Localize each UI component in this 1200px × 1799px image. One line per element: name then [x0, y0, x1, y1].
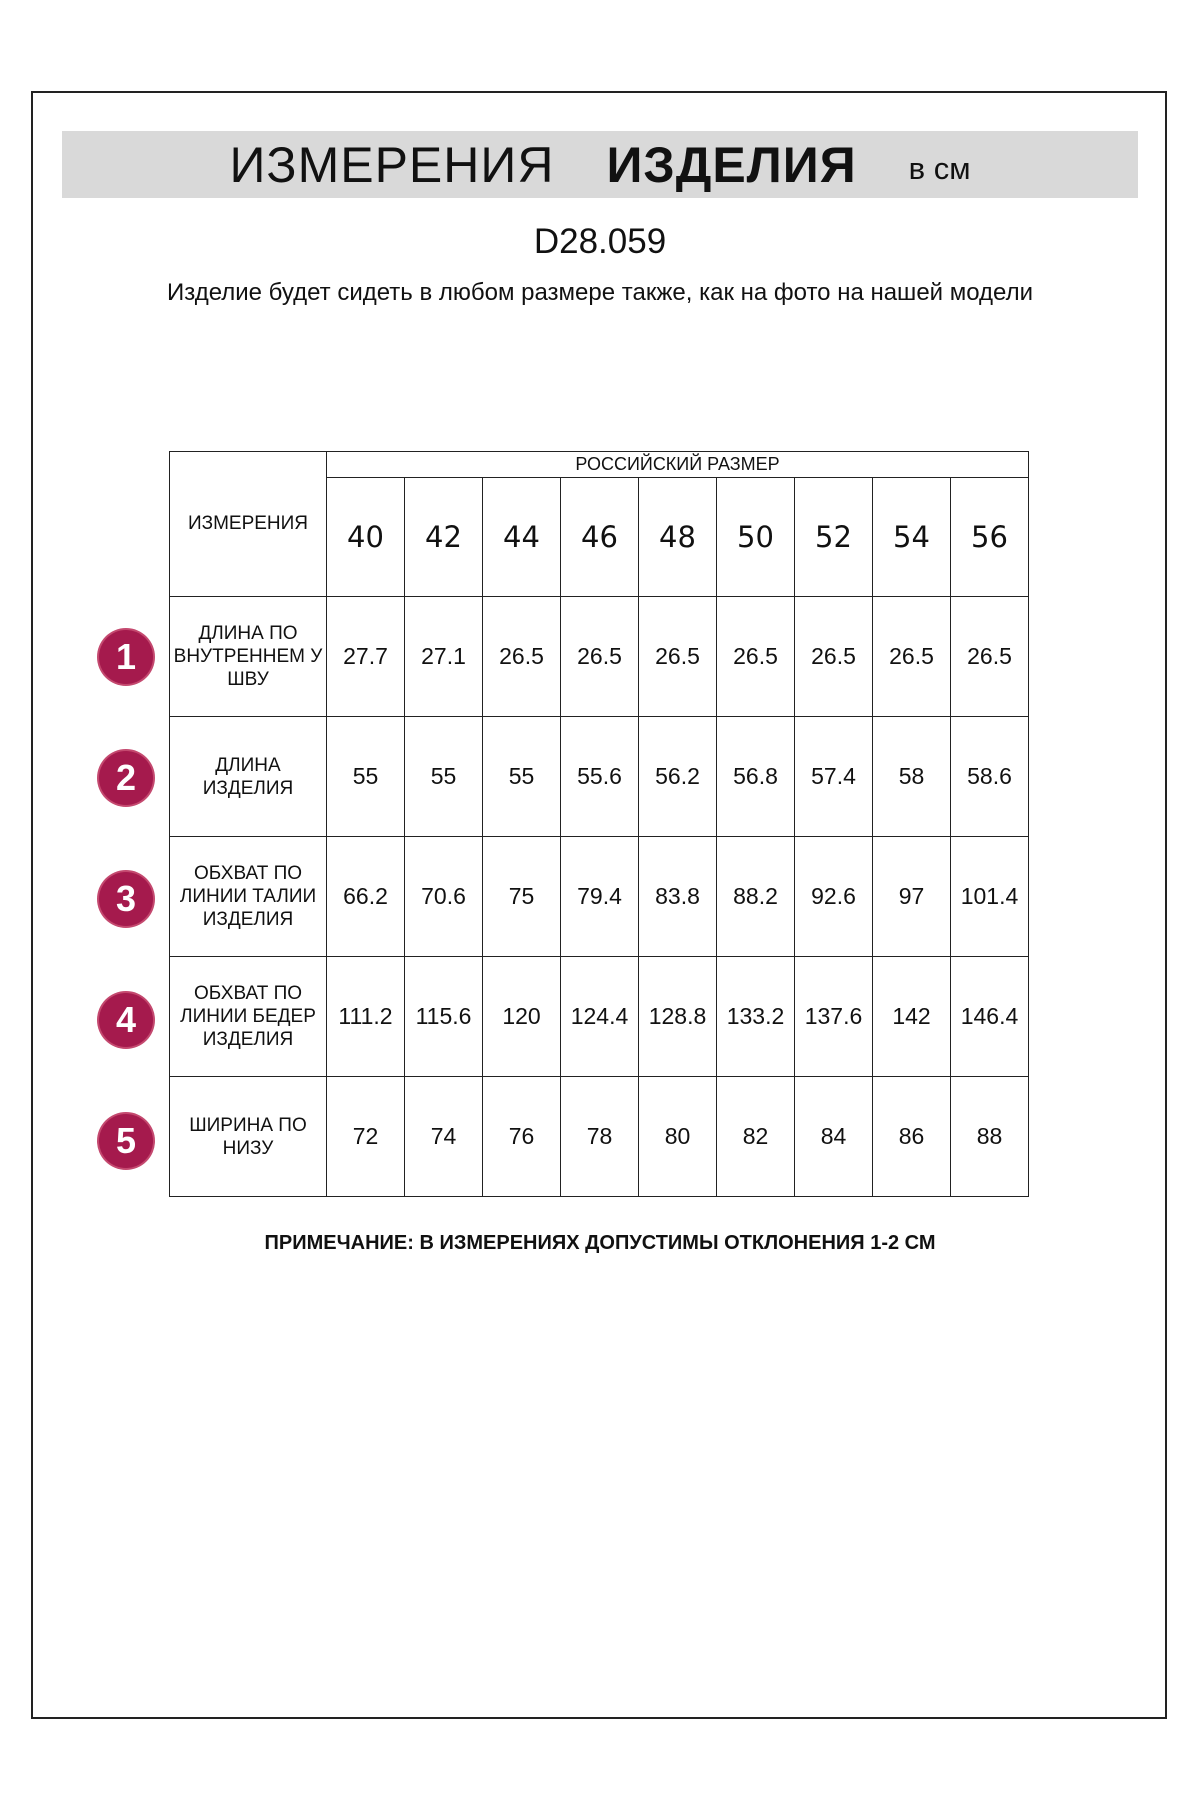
table-cell: 70.6: [405, 837, 483, 957]
table-cell: 120: [483, 957, 561, 1077]
size-header: 52: [795, 478, 873, 597]
table-cell: 78: [561, 1077, 639, 1197]
table-cell: 97: [873, 837, 951, 957]
table-cell: 58: [873, 717, 951, 837]
table-cell: 55.6: [561, 717, 639, 837]
row-label: ДЛИНА ИЗДЕЛИЯ: [170, 717, 327, 837]
product-code: D28.059: [533, 222, 667, 261]
measurements-header: ИЗМЕРЕНИЯ: [170, 452, 327, 597]
table-cell: 26.5: [951, 597, 1029, 717]
title-banner: [62, 131, 1138, 198]
row-number-badge: 3: [99, 872, 153, 926]
table-cell: 88.2: [717, 837, 795, 957]
table-cell: 146.4: [951, 957, 1029, 1077]
table-cell: 124.4: [561, 957, 639, 1077]
table-cell: 80: [639, 1077, 717, 1197]
table-cell: 101.4: [951, 837, 1029, 957]
table-cell: 82: [717, 1077, 795, 1197]
table-row: [170, 837, 1029, 957]
table-cell: 133.2: [717, 957, 795, 1077]
size-header: 48: [639, 478, 717, 597]
table-cell: 55: [405, 717, 483, 837]
size-header: 42: [405, 478, 483, 597]
table-cell: 58.6: [951, 717, 1029, 837]
row-number-badge: 1: [99, 630, 153, 684]
table-row: [170, 957, 1029, 1077]
table-cell: 142: [873, 957, 951, 1077]
table-cell: 26.5: [717, 597, 795, 717]
table-row: [170, 717, 1029, 837]
footnote: ПРИМЕЧАНИЕ: В ИЗМЕРЕНИЯХ ДОПУСТИМЫ ОТКЛОНЕНИЯ 1-2 СМ: [264, 1232, 936, 1254]
size-table: [169, 451, 1029, 1197]
table-cell: 88: [951, 1077, 1029, 1197]
table-cell: 27.1: [405, 597, 483, 717]
table-cell: 26.5: [795, 597, 873, 717]
size-header: 40: [327, 478, 405, 597]
title-part-2: ИЗДЕЛИЯ: [606, 136, 857, 193]
size-group-header: РОССИЙСКИЙ РАЗМЕР: [327, 452, 1029, 478]
fit-note: Изделие будет сидеть в любом размере также, как на фото на нашей модели: [166, 279, 1034, 306]
row-number-badge: 5: [99, 1114, 153, 1168]
table-row: [170, 1077, 1029, 1197]
size-header: 50: [717, 478, 795, 597]
table-cell: 26.5: [561, 597, 639, 717]
size-header: 46: [561, 478, 639, 597]
table-cell: 26.5: [873, 597, 951, 717]
table-cell: 55: [483, 717, 561, 837]
table-cell: 86: [873, 1077, 951, 1197]
table-cell: 27.7: [327, 597, 405, 717]
table-cell: 72: [327, 1077, 405, 1197]
size-header: 56: [951, 478, 1029, 597]
title-unit: в см: [908, 150, 971, 186]
table-cell: 84: [795, 1077, 873, 1197]
table-cell: 26.5: [483, 597, 561, 717]
table-cell: 137.6: [795, 957, 873, 1077]
row-number-badge: 4: [99, 993, 153, 1047]
table-cell: 56.2: [639, 717, 717, 837]
table-cell: 111.2: [327, 957, 405, 1077]
table-cell: 57.4: [795, 717, 873, 837]
table-row: [170, 597, 1029, 717]
row-label: ДЛИНА ПО ВНУТРЕННЕМ У ШВУ: [170, 597, 327, 717]
title-part-1: ИЗМЕРЕНИЯ: [229, 136, 555, 193]
row-label: ОБХВАТ ПО ЛИНИИ ТАЛИИ ИЗДЕЛИЯ: [170, 837, 327, 957]
table-cell: 74: [405, 1077, 483, 1197]
size-header: 44: [483, 478, 561, 597]
table-cell: 115.6: [405, 957, 483, 1077]
row-number-badge: 2: [99, 751, 153, 805]
table-cell: 26.5: [639, 597, 717, 717]
table-cell: 56.8: [717, 717, 795, 837]
table-cell: 92.6: [795, 837, 873, 957]
table-cell: 83.8: [639, 837, 717, 957]
table-cell: 75: [483, 837, 561, 957]
table-cell: 79.4: [561, 837, 639, 957]
size-header: 54: [873, 478, 951, 597]
table-cell: 55: [327, 717, 405, 837]
table-cell: 128.8: [639, 957, 717, 1077]
row-label: ШИРИНА ПО НИЗУ: [170, 1077, 327, 1197]
row-label: ОБХВАТ ПО ЛИНИИ БЕДЕР ИЗДЕЛИЯ: [170, 957, 327, 1077]
table-cell: 66.2: [327, 837, 405, 957]
table-cell: 76: [483, 1077, 561, 1197]
